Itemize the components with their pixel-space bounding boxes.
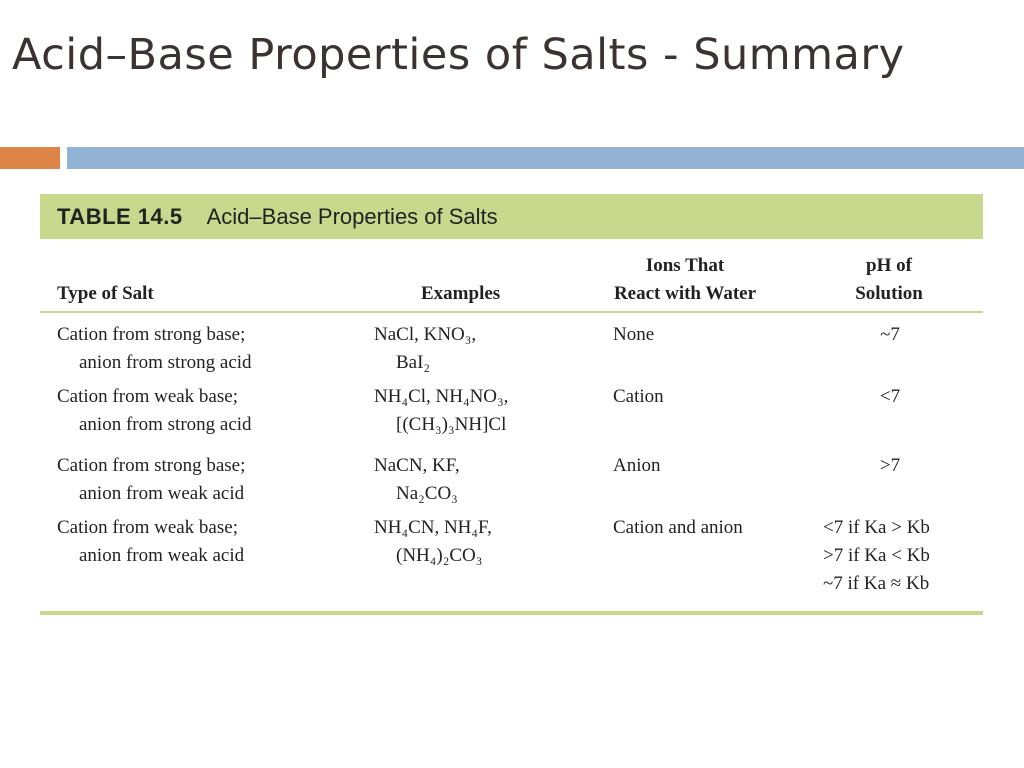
column-header-examples: Examples bbox=[421, 283, 501, 304]
examples-line: NH₄CN, NH₄F, bbox=[374, 517, 492, 538]
table-row-2-examples bbox=[374, 383, 508, 439]
type-line: anion from weak acid bbox=[79, 483, 245, 504]
table-row-1-ph: ~7 bbox=[880, 324, 900, 345]
column-header-type: Type of Salt bbox=[57, 283, 154, 304]
slide-title: Acid–Base Properties of Salts - Summary bbox=[12, 30, 905, 80]
examples-line: NaCN, KF, bbox=[374, 455, 460, 476]
examples-line: [(CH₃)₃NH]Cl bbox=[396, 414, 507, 435]
table-row-2-type bbox=[57, 383, 252, 439]
table-row-1-type bbox=[57, 321, 252, 377]
table-row-4-ions: Cation and anion bbox=[613, 517, 743, 538]
examples-line: NH₄Cl, NH₄NO₃, bbox=[374, 386, 509, 407]
ph-condition-line: ~7 if Ka ≈ Kb bbox=[823, 573, 930, 594]
examples-line: Na₂CO₃ bbox=[396, 483, 458, 504]
table-header-band bbox=[40, 194, 983, 239]
type-line: anion from strong acid bbox=[79, 414, 252, 435]
column-header-ph bbox=[830, 252, 948, 308]
table-row-4-ph bbox=[823, 514, 930, 598]
table-row-3-type bbox=[57, 452, 245, 508]
examples-line: (NH₄)₂CO₃ bbox=[396, 545, 483, 566]
table-number: TABLE 14.5 bbox=[57, 203, 183, 229]
table-row-3-ph: >7 bbox=[879, 455, 901, 476]
table-row-2-ions: Cation bbox=[613, 386, 664, 407]
ph-condition-line: >7 if Ka < Kb bbox=[823, 545, 930, 566]
type-line: Cation from strong base; bbox=[57, 455, 246, 476]
salt-properties-table bbox=[40, 194, 983, 239]
type-line: anion from weak acid bbox=[79, 545, 245, 566]
column-header-ions bbox=[580, 252, 790, 308]
examples-line: NaCl, KNO₃, bbox=[374, 324, 477, 345]
table-row-3-ions: Anion bbox=[613, 455, 661, 476]
header-divider bbox=[40, 311, 983, 313]
table-row-1-examples bbox=[374, 321, 476, 377]
table-row-4-examples bbox=[374, 514, 492, 570]
column-header-ph-line1: pH of bbox=[866, 255, 912, 276]
accent-bar-blue bbox=[67, 147, 1024, 169]
type-line: Cation from weak base; bbox=[57, 386, 238, 407]
accent-bar-orange bbox=[0, 147, 60, 169]
column-header-ions-line2: React with Water bbox=[613, 283, 757, 304]
type-line: anion from strong acid bbox=[79, 352, 252, 373]
table-row-4-type bbox=[57, 514, 244, 570]
column-header-ions-line1: Ions That bbox=[645, 255, 725, 276]
type-line: Cation from weak base; bbox=[57, 517, 238, 538]
table-bottom-rule bbox=[40, 611, 983, 615]
table-caption: Acid–Base Properties of Salts bbox=[206, 203, 498, 229]
table-row-2-ph: <7 bbox=[879, 386, 901, 407]
type-line: Cation from strong base; bbox=[57, 324, 246, 345]
column-header-ph-line2: Solution bbox=[855, 283, 923, 304]
examples-line: BaI₂ bbox=[396, 352, 431, 373]
table-row-1-ions: None bbox=[613, 324, 655, 345]
table-row-3-examples bbox=[374, 452, 460, 508]
ph-condition-line: <7 if Ka > Kb bbox=[823, 517, 930, 538]
